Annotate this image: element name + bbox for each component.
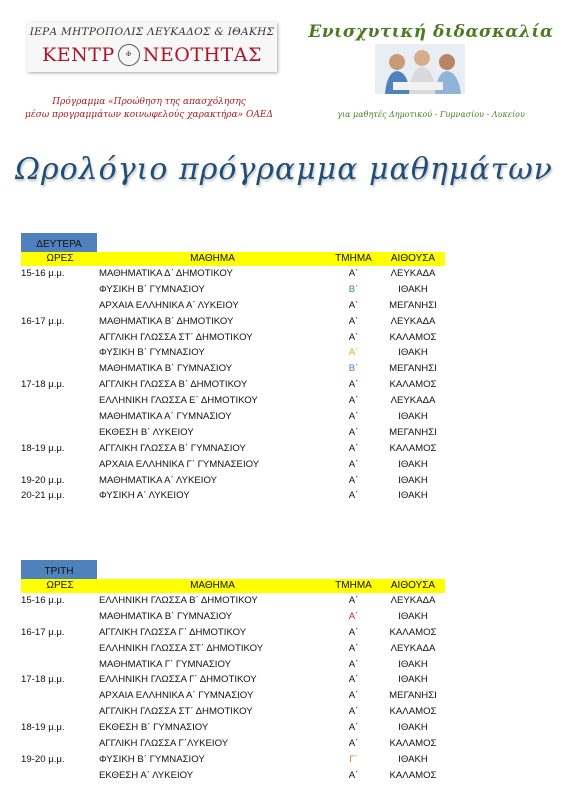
schedule-rows <box>21 266 445 504</box>
table-row <box>21 609 445 625</box>
subject-cell: ΕΛΛΗΝΙΚΗ ΓΛΩΣΣΑ Β΄ ΔΗΜΟΤΙΚΟΥ <box>99 595 258 606</box>
subject-cell: ΦΥΣΙΚΗ Β΄ ΓΥΜΝΑΣΙΟΥ <box>99 753 205 765</box>
time-cell <box>21 361 99 377</box>
section-cell: Α΄ <box>348 626 359 638</box>
column-header-subject: ΜΑΘΗΜΑ <box>190 580 235 591</box>
room-cell: ΛΕΥΚΑΔΑ <box>390 642 436 654</box>
section-cell: Γ΄ <box>349 753 358 765</box>
room-cell: ΚΑΛΑΜΟΣ <box>389 331 437 343</box>
time-cell: 19-20 μ.μ. <box>21 474 65 486</box>
subject-cell: ΑΓΓΛΙΚΗ ΓΛΩΣΣΑ ΣΤ΄ ΔΗΜΟΤΙΚΟΥ <box>99 331 253 343</box>
section-cell: Α΄ <box>348 315 359 327</box>
subject-cell: ΜΑΘΗΜΑΤΙΚΑ Δ΄ ΔΗΜΟΤΙΚΟΥ <box>99 268 233 279</box>
table-row <box>21 314 445 330</box>
subject-cell: ΦΥΣΙΚΗ Β΄ ΓΥΜΝΑΣΙΟΥ <box>99 283 205 295</box>
section-cell: Α΄ <box>348 411 359 423</box>
time-cell: 15-16 μ.μ. <box>21 595 65 606</box>
day-label: ΤΡΙΤΗ <box>21 560 97 579</box>
section-cell: Α΄ <box>348 722 359 734</box>
section-cell: Α΄ <box>348 595 359 606</box>
room-cell: ΙΘΑΚΗ <box>398 674 428 686</box>
room-cell: ΙΘΑΚΗ <box>398 411 428 423</box>
time-cell: 17-18 μ.μ. <box>21 674 65 686</box>
subject-cell: ΑΡΧΑΙΑ ΕΛΛΗΝΙΚΑ Α΄ ΓΥΜΝΑΣΙΟΥ <box>99 690 254 702</box>
table-row <box>21 457 445 473</box>
time-cell: 15-16 μ.μ. <box>21 268 65 279</box>
room-cell: ΜΕΓΑΝΗΣΙ <box>389 363 437 375</box>
table-row <box>21 282 445 298</box>
subject-cell: ΜΑΘΗΜΑΤΙΚΑ Β΄ ΓΥΜΝΑΣΙΟΥ <box>99 363 233 375</box>
subject-cell: ΜΑΘΗΜΑΤΙΚΑ Α΄ ΛΥΚΕΙΟΥ <box>99 474 218 486</box>
time-cell <box>21 425 99 441</box>
table-row <box>21 672 445 688</box>
table-row <box>21 641 445 657</box>
column-header-room: ΑΙΘΟΥΣΑ <box>390 580 436 591</box>
logo-wordmark <box>31 42 273 68</box>
section-cell: Α΄ <box>348 610 359 622</box>
time-cell <box>21 609 99 625</box>
table-row <box>21 657 445 673</box>
subject-cell: ΑΓΓΛΙΚΗ ΓΛΩΣΣΑ Β΄ ΔΗΜΟΤΙΚΟΥ <box>99 379 248 391</box>
room-cell: ΙΘΑΚΗ <box>398 610 428 622</box>
section-cell: Α΄ <box>348 426 359 438</box>
table-row <box>21 720 445 736</box>
table-header <box>21 579 445 593</box>
time-cell <box>21 409 99 425</box>
time-cell: 19-20 μ.μ. <box>21 753 65 765</box>
time-cell <box>21 736 99 752</box>
subject-cell: ΕΚΘΕΣΗ Β΄ ΓΥΜΝΑΣΙΟΥ <box>99 722 209 734</box>
subject-cell: ΑΓΓΛΙΚΗ ΓΛΩΣΣΑ ΣΤ΄ ΔΗΜΟΤΙΚΟΥ <box>99 706 253 718</box>
section-cell: Α΄ <box>348 331 359 343</box>
table-row <box>21 625 445 641</box>
students-illustration <box>375 44 465 94</box>
schedule-rows <box>21 593 445 784</box>
subject-cell: ΕΚΘΕΣΗ Α΄ ΛΥΚΕΙΟΥ <box>99 769 194 781</box>
day-label: ΔΕΥΤΕΡΑ <box>21 233 97 252</box>
section-cell: Α΄ <box>348 474 359 486</box>
section-cell: Α΄ <box>348 658 359 670</box>
section-cell: Α΄ <box>348 738 359 750</box>
table-header <box>21 252 445 266</box>
room-cell: ΛΕΥΚΑΔΑ <box>390 395 436 407</box>
table-row <box>21 425 445 441</box>
time-cell <box>21 641 99 657</box>
subject-cell: ΦΥΣΙΚΗ Α΄ ΛΥΚΕΙΟΥ <box>99 490 190 502</box>
day-block-tuesday <box>21 560 445 784</box>
subject-cell: ΕΛΛΗΝΙΚΗ ΓΛΩΣΣΑ Ε΄ ΔΗΜΟΤΙΚΟΥ <box>99 395 258 407</box>
subject-cell: ΑΡΧΑΙΑ ΕΛΛΗΝΙΚΑ Γ΄ ΓΥΜΝΑΣΕΙΟΥ <box>99 458 260 470</box>
table-row <box>21 768 445 784</box>
logo-word-right: ΝΕΟΤΗΤΑΣ <box>142 44 262 66</box>
room-cell: ΙΘΑΚΗ <box>398 753 428 765</box>
room-cell: ΚΑΛΑΜΟΣ <box>389 706 437 718</box>
room-cell: ΙΘΑΚΗ <box>398 490 428 502</box>
room-cell: ΛΕΥΚΑΔΑ <box>390 315 436 327</box>
table-row <box>21 593 445 609</box>
subject-cell: ΜΑΘΗΜΑΤΙΚΑ Α΄ ΓΥΜΝΑΣΙΟΥ <box>99 411 232 423</box>
room-cell: ΛΕΥΚΑΔΑ <box>390 268 436 279</box>
page-title: Ωρολόγιο πρόγραμμα μαθημάτων <box>15 152 553 187</box>
table-row <box>21 752 445 768</box>
time-cell <box>21 768 99 784</box>
section-cell: Α΄ <box>348 674 359 686</box>
room-cell: ΜΕΓΑΝΗΣΙ <box>389 426 437 438</box>
time-cell <box>21 298 99 314</box>
time-cell <box>21 457 99 473</box>
column-header-time: ΩΡΕΣ <box>46 253 74 264</box>
section-cell: Α΄ <box>348 299 359 311</box>
table-row <box>21 441 445 457</box>
time-cell <box>21 704 99 720</box>
time-cell <box>21 345 99 361</box>
logo-word-left: ΚΕΝΤΡ <box>42 44 115 66</box>
subject-cell: ΕΛΛΗΝΙΚΗ ΓΛΩΣΣΑ ΣΤ΄ ΔΗΜΟΤΙΚΟΥ <box>99 642 264 654</box>
room-cell: ΚΑΛΑΜΟΣ <box>389 738 437 750</box>
section-cell: Α΄ <box>348 442 359 454</box>
program-line-2: μέσω προγραμμάτων κοινωφελούς χαρακτήρα» ΟΑΕΔ <box>25 110 273 120</box>
room-cell: ΙΘΑΚΗ <box>398 347 428 359</box>
column-header-room: ΑΙΘΟΥΣΑ <box>390 253 436 264</box>
day-block-monday <box>21 233 445 504</box>
section-cell: Α΄ <box>348 268 359 279</box>
section-cell: Α΄ <box>348 395 359 407</box>
time-cell: 20-21 μ.μ. <box>21 490 65 502</box>
room-cell: ΙΘΑΚΗ <box>398 658 428 670</box>
subject-cell: ΑΓΓΛΙΚΗ ΓΛΩΣΣΑ Β΄ ΓΥΜΝΑΣΙΟΥ <box>99 442 246 454</box>
subject-cell: ΑΓΓΛΙΚΗ ΓΛΩΣΣΑ Γ΄ ΔΗΜΟΤΙΚΟΥ <box>99 626 247 638</box>
section-cell: Α΄ <box>348 379 359 391</box>
table-row <box>21 473 445 489</box>
subject-cell: ΕΛΛΗΝΙΚΗ ΓΛΩΣΣΑ Γ΄ ΔΗΜΟΤΙΚΟΥ <box>99 674 257 686</box>
section-cell: Α΄ <box>348 458 359 470</box>
table-row <box>21 298 445 314</box>
subject-cell: ΕΚΘΕΣΗ Β΄ ΛΥΚΕΙΟΥ <box>99 426 194 438</box>
section-cell: Β΄ <box>348 363 359 375</box>
time-cell <box>21 393 99 409</box>
time-cell: 17-18 μ.μ. <box>21 379 65 391</box>
room-cell: ΙΘΑΚΗ <box>398 474 428 486</box>
room-cell: ΛΕΥΚΑΔΑ <box>390 595 436 606</box>
room-cell: ΚΑΛΑΜΟΣ <box>389 379 437 391</box>
room-cell: ΙΘΑΚΗ <box>398 722 428 734</box>
subject-cell: ΦΥΣΙΚΗ Β΄ ΓΥΜΝΑΣΙΟΥ <box>99 347 205 359</box>
section-cell: Α΄ <box>348 642 359 654</box>
room-cell: ΜΕΓΑΝΗΣΙ <box>389 690 437 702</box>
service-title: Ενισχυτική διδασκαλία <box>308 22 554 42</box>
room-cell: ΜΕΓΑΝΗΣΙ <box>389 299 437 311</box>
column-header-subject: ΜΑΘΗΜΑ <box>190 253 235 264</box>
column-header-section: ΤΜΗΜΑ <box>335 580 372 591</box>
centre-logo <box>27 22 277 72</box>
subject-cell: ΜΑΘΗΜΑΤΙΚΑ Γ΄ ΓΥΜΝΑΣΙΟΥ <box>99 658 232 670</box>
time-cell <box>21 282 99 298</box>
program-line-1: Πρόγραμμα «Προώθηση της απασχόλησης <box>52 97 246 107</box>
subject-cell: ΜΑΘΗΜΑΤΙΚΑ Β΄ ΔΗΜΟΤΙΚΟΥ <box>99 315 234 327</box>
time-cell: 16-17 μ.μ. <box>21 626 65 638</box>
time-cell: 18-19 μ.μ. <box>21 722 65 734</box>
section-cell: Α΄ <box>348 769 359 781</box>
room-cell: ΚΑΛΑΜΟΣ <box>389 442 437 454</box>
table-row <box>21 704 445 720</box>
table-row <box>21 345 445 361</box>
subject-cell: ΑΓΓΛΙΚΗ ΓΛΩΣΣΑ Γ΄ΛΥΚΕΙΟΥ <box>99 738 229 750</box>
section-cell: Α΄ <box>348 347 359 359</box>
table-row <box>21 393 445 409</box>
room-cell: ΙΘΑΚΗ <box>398 283 428 295</box>
time-cell <box>21 688 99 704</box>
section-cell: Β΄ <box>348 283 359 295</box>
time-cell: 18-19 μ.μ. <box>21 442 65 454</box>
table-row <box>21 409 445 425</box>
column-header-time: ΩΡΕΣ <box>46 580 74 591</box>
room-cell: ΙΘΑΚΗ <box>398 458 428 470</box>
column-header-section: ΤΜΗΜΑ <box>335 253 372 264</box>
time-cell: 16-17 μ.μ. <box>21 315 65 327</box>
table-row <box>21 266 445 282</box>
table-row <box>21 330 445 346</box>
audience-line: για μαθητές Δημοτικού - Γυμνασίου - Λυκείου <box>337 110 525 119</box>
section-cell: Α΄ <box>348 690 359 702</box>
section-cell: Α΄ <box>348 706 359 718</box>
table-row <box>21 736 445 752</box>
time-cell <box>21 657 99 673</box>
table-row <box>21 488 445 504</box>
seal-icon: ✠ <box>118 44 140 66</box>
table-row <box>21 377 445 393</box>
table-row <box>21 688 445 704</box>
table-row <box>21 361 445 377</box>
subject-cell: ΜΑΘΗΜΑΤΙΚΑ Β΄ ΓΥΜΝΑΣΙΟΥ <box>99 610 233 622</box>
org-name: ΙΕΡΑ ΜΗΤΡΟΠΟΛΙΣ ΛΕΥΚΑΔΟΣ & ΙΘΑΚΗΣ <box>29 26 275 38</box>
room-cell: ΚΑΛΑΜΟΣ <box>389 626 437 638</box>
room-cell: ΚΑΛΑΜΟΣ <box>389 769 437 781</box>
time-cell <box>21 330 99 346</box>
subject-cell: ΑΡΧΑΙΑ ΕΛΛΗΝΙΚΑ Α΄ ΛΥΚΕΙΟΥ <box>99 299 239 311</box>
section-cell: Α΄ <box>348 490 359 502</box>
